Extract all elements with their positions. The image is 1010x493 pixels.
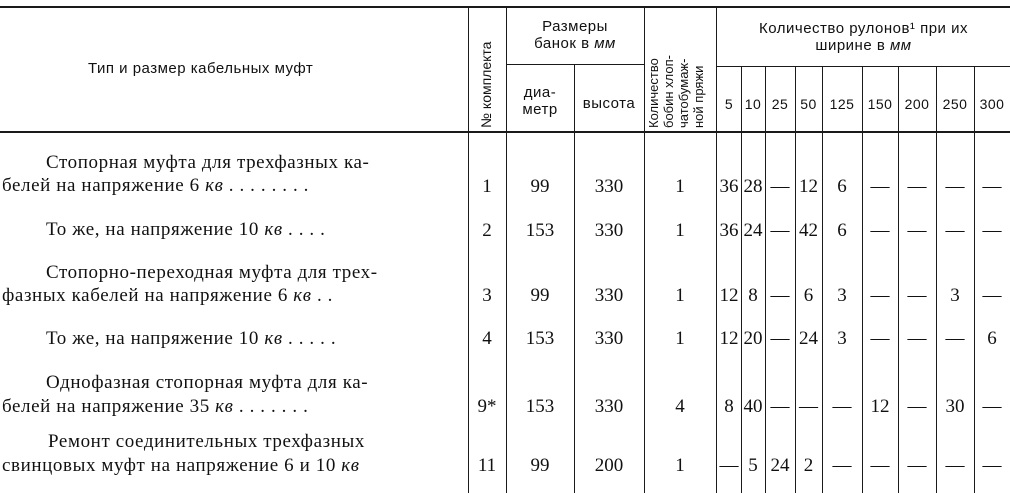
row-description-line1: Стопорно-переходная муфта для трех- (46, 262, 378, 283)
col-sep-150 (862, 66, 863, 493)
width-250: 250 (942, 96, 968, 112)
cell-rolls-10: 20 (743, 328, 763, 349)
cell-rolls-50: 2 (803, 455, 814, 476)
row-description-line1: Однофазная стопорная муфта для ка- (46, 372, 369, 393)
bobbins-line2: бобин хлоп- (661, 54, 676, 128)
cell-bobbins: 1 (675, 285, 685, 306)
diameter-header (507, 84, 573, 118)
cell-diameter: 99 (530, 285, 550, 306)
col-sep-50 (795, 66, 796, 493)
cell-rolls-50: 42 (799, 220, 818, 241)
cell-rolls-125: 3 (837, 328, 847, 349)
cell-diameter: 153 (525, 220, 555, 241)
cell-rolls-125: — (832, 455, 852, 476)
top-rule (0, 6, 1010, 8)
col-sep-300 (974, 66, 975, 493)
width-300: 300 (979, 96, 1005, 112)
row-description-line2: фазных кабелей на напряжение 6 кв . . (2, 285, 334, 306)
cell-height: 330 (594, 396, 624, 417)
rolls-header (717, 20, 1010, 54)
header-rule (0, 131, 1010, 133)
col-sep-200 (898, 66, 899, 493)
width-125: 125 (829, 96, 855, 112)
cell-rolls-150: — (870, 455, 890, 476)
cell-rolls-125: — (832, 396, 852, 417)
cell-diameter: 99 (530, 455, 550, 476)
cell-rolls-125: 6 (837, 220, 847, 241)
col-sep-250 (936, 66, 937, 493)
row-description-line2: свинцовых муфт на напряжение 6 и 10 кв (2, 455, 360, 476)
bobbins-line1: Количество (646, 58, 661, 128)
row-description-line1: Стопорная муфта для трехфазных ка- (46, 152, 370, 173)
bobbins-line4: ной пряжи (691, 65, 706, 128)
cell-rolls-150: 12 (870, 396, 890, 417)
cell-height: 330 (594, 328, 624, 349)
cell-rolls-150: — (870, 176, 890, 197)
row-description-line2: То же, на напряжение 10 кв . . . . . (46, 328, 337, 349)
cell-rolls-300: — (982, 220, 1002, 241)
cell-kit: 11 (477, 455, 497, 476)
cell-height: 330 (594, 285, 624, 306)
height-header: высота (582, 95, 636, 112)
cell-rolls-200: — (907, 396, 927, 417)
cell-rolls-50: — (799, 396, 818, 417)
cell-rolls-250: — (945, 328, 965, 349)
cell-height: 200 (594, 455, 624, 476)
cell-diameter: 153 (525, 328, 555, 349)
cell-rolls-300: 6 (987, 328, 997, 349)
row-description-line1: Ремонт соединительных трехфазных (48, 431, 365, 452)
col-sep-125 (822, 66, 823, 493)
width-25: 25 (771, 96, 789, 112)
cell-rolls-25: — (770, 220, 790, 241)
cell-rolls-25: — (770, 328, 790, 349)
cell-rolls-25: — (770, 176, 790, 197)
width-150: 150 (867, 96, 893, 112)
type-header: Тип и размер кабельных муфт (88, 60, 314, 77)
cell-rolls-5: 12 (719, 328, 739, 349)
cell-rolls-300: — (982, 455, 1002, 476)
cell-rolls-200: — (907, 176, 927, 197)
cell-rolls-200: — (907, 285, 927, 306)
cell-kit: 9* (477, 396, 497, 417)
cell-diameter: 99 (530, 176, 550, 197)
rolls-line2: ширине в мм (815, 37, 912, 54)
cell-bobbins: 4 (675, 396, 685, 417)
row-description-line2: То же, на напряжение 10 кв . . . . (46, 219, 326, 240)
can-size-header (506, 18, 644, 52)
can-size-line2: банок в мм (534, 35, 616, 52)
col-sep-25 (765, 66, 766, 493)
cell-rolls-10: 5 (748, 455, 758, 476)
cell-rolls-25: 24 (770, 455, 790, 476)
cell-rolls-250: — (945, 220, 965, 241)
cell-kit: 1 (482, 176, 492, 197)
cell-rolls-125: 3 (837, 285, 847, 306)
cell-rolls-150: — (870, 285, 890, 306)
cell-kit: 3 (482, 285, 492, 306)
cell-rolls-125: 6 (837, 176, 847, 197)
cell-rolls-5: 8 (724, 396, 734, 417)
row-description-line2: белей на напряжение 35 кв . . . . . . . (2, 396, 309, 417)
cell-rolls-5: 36 (719, 220, 739, 241)
cell-rolls-50: 6 (803, 285, 814, 306)
cell-rolls-5: — (719, 455, 739, 476)
diameter-line1: диа- (523, 84, 557, 101)
cell-rolls-250: 30 (945, 396, 965, 417)
width-200: 200 (904, 96, 930, 112)
cell-rolls-200: — (907, 220, 927, 241)
cell-bobbins: 1 (675, 176, 685, 197)
width-10: 10 (744, 96, 762, 112)
can-size-subrule (506, 64, 644, 65)
cell-bobbins: 1 (675, 455, 685, 476)
cell-rolls-25: — (770, 285, 790, 306)
cell-rolls-300: — (982, 285, 1002, 306)
width-5: 5 (724, 96, 734, 112)
cell-bobbins: 1 (675, 220, 685, 241)
cell-rolls-150: — (870, 328, 890, 349)
cell-rolls-300: — (982, 396, 1002, 417)
cell-rolls-10: 8 (748, 285, 758, 306)
cell-rolls-10: 24 (743, 220, 763, 241)
rolls-subrule (717, 66, 1010, 67)
cell-rolls-10: 40 (743, 396, 763, 417)
cell-height: 330 (594, 220, 624, 241)
cell-rolls-250: — (945, 455, 965, 476)
cell-rolls-150: — (870, 220, 890, 241)
cell-rolls-50: 12 (799, 176, 818, 197)
cell-rolls-200: — (907, 328, 927, 349)
cell-kit: 4 (482, 328, 492, 349)
bobbins-line3: чатобумаж- (676, 58, 691, 128)
cell-rolls-25: — (770, 396, 790, 417)
width-50: 50 (800, 96, 817, 112)
cell-rolls-10: 28 (743, 176, 763, 197)
cell-height: 330 (594, 176, 624, 197)
rolls-line1: Количество рулонов¹ при их (759, 20, 968, 37)
cell-diameter: 153 (525, 396, 555, 417)
cell-bobbins: 1 (675, 328, 685, 349)
cell-rolls-200: — (907, 455, 927, 476)
cell-rolls-250: — (945, 176, 965, 197)
cell-rolls-50: 24 (799, 328, 818, 349)
cell-kit: 2 (482, 220, 492, 241)
cell-rolls-5: 36 (719, 176, 739, 197)
cell-rolls-300: — (982, 176, 1002, 197)
col-sep-height (574, 64, 575, 493)
kit-header: № комплекта (478, 41, 494, 128)
diameter-line2: метр (522, 101, 558, 118)
cell-rolls-250: 3 (950, 285, 960, 306)
cell-rolls-5: 12 (719, 285, 739, 306)
row-description-line2: белей на напряжение 6 кв . . . . . . . . (2, 175, 310, 196)
can-size-line1: Размеры (542, 18, 608, 35)
col-sep-10 (741, 66, 742, 493)
